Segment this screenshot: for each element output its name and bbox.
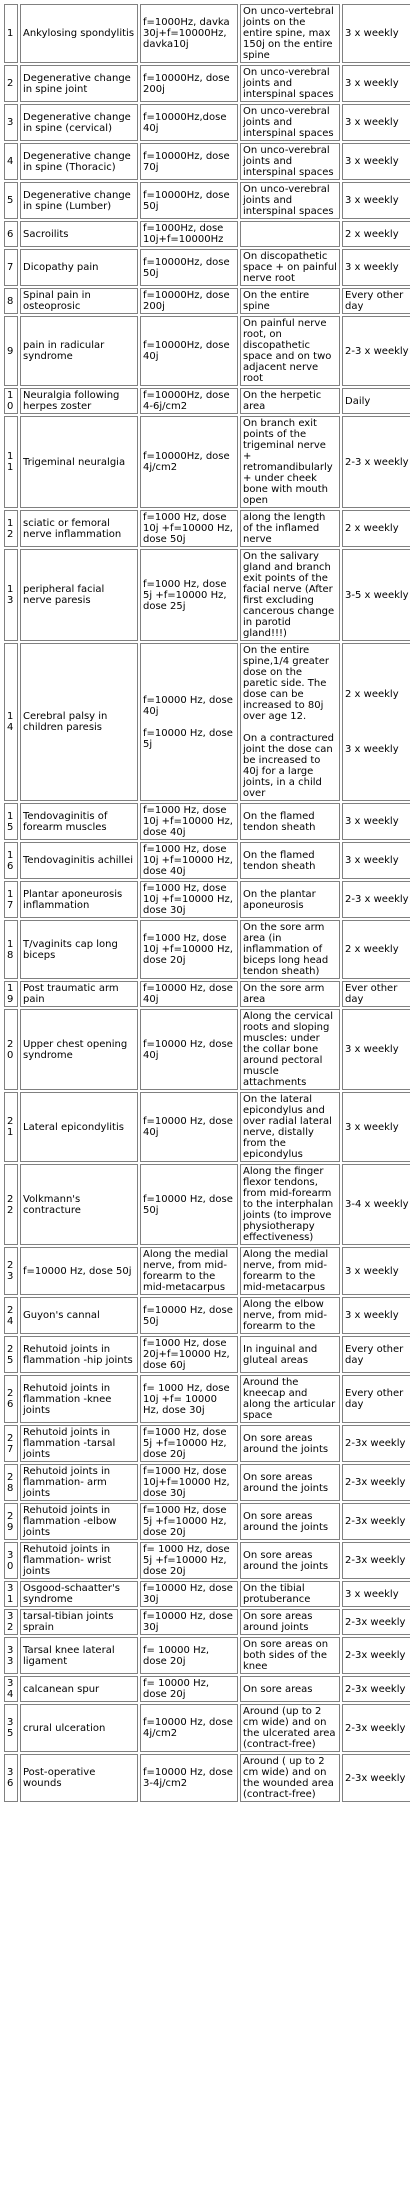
parameters-cell: f=10000 Hz, dose 40j	[140, 1009, 238, 1090]
frequency-cell: 3 x weekly	[342, 4, 410, 63]
condition-cell: Degenerative change in spine joint	[20, 65, 138, 102]
frequency-cell: Every other day	[342, 1336, 410, 1373]
frequency-cell: 3 x weekly	[342, 842, 410, 879]
row-number: 23	[4, 1247, 18, 1295]
row-number: 32	[4, 1609, 18, 1635]
frequency-cell: 3-5 x weekly	[342, 549, 410, 641]
row-number: 20	[4, 1009, 18, 1090]
row-number: 11	[4, 416, 18, 508]
row-number: 24	[4, 1297, 18, 1334]
frequency-cell: 2-3 x weekly	[342, 316, 410, 386]
frequency-cell: 2-3x weekly	[342, 1704, 410, 1752]
row-number: 30	[4, 1542, 18, 1579]
application-area-cell: On the entire spine	[240, 288, 340, 314]
row-number: 13	[4, 549, 18, 641]
frequency-cell: 2-3x weekly	[342, 1676, 410, 1702]
table-row	[4, 182, 410, 219]
frequency-cell: 2-3 x weekly	[342, 416, 410, 508]
row-number: 34	[4, 1676, 18, 1702]
table-row	[4, 510, 410, 547]
parameters-cell: f=10000Hz, dose 50j	[140, 249, 238, 286]
row-number: 8	[4, 288, 18, 314]
application-area-cell: On the tibial protuberance	[240, 1581, 340, 1607]
frequency-cell: 3 x weekly	[342, 143, 410, 180]
row-number: 29	[4, 1503, 18, 1540]
condition-cell: Neuralgia following herpes zoster	[20, 388, 138, 414]
table-row	[4, 1336, 410, 1373]
condition-cell: Rehutoid joints in flammation -elbow joints	[20, 1503, 138, 1540]
row-number: 22	[4, 1164, 18, 1245]
application-area-cell: On sore areas around the joints	[240, 1503, 340, 1540]
frequency-cell: 2-3 x weekly	[342, 881, 410, 918]
application-area-cell: Along the elbow nerve, from mid-forearm to the	[240, 1297, 340, 1334]
application-area-cell: On unco-verebral joints and interspinal spaces	[240, 104, 340, 141]
table-row	[4, 1247, 410, 1295]
frequency-cell: 3 x weekly	[342, 803, 410, 840]
row-number: 26	[4, 1375, 18, 1423]
table-row	[4, 1542, 410, 1579]
table-row	[4, 221, 410, 247]
table-row	[4, 920, 410, 979]
table-row	[4, 65, 410, 102]
table-row	[4, 803, 410, 840]
application-area-cell: along the length of the inflamed nerve	[240, 510, 340, 547]
row-number: 15	[4, 803, 18, 840]
table-row	[4, 1464, 410, 1501]
parameters-cell: f=10000 Hz, dose 30j	[140, 1581, 238, 1607]
condition-cell: Tendovaginitis of forearm muscles	[20, 803, 138, 840]
frequency-cell: 2-3x weekly	[342, 1542, 410, 1579]
condition-cell: Volkmann's contracture	[20, 1164, 138, 1245]
application-area-cell: On branch exit points of the trigeminal nerve + retromandibularly + under cheek bone with mouth open	[240, 416, 340, 508]
condition-cell: sciatic or femoral nerve inflammation	[20, 510, 138, 547]
condition-cell: Guyon's cannal	[20, 1297, 138, 1334]
treatment-table-body	[4, 4, 410, 1802]
application-area-cell: On sore areas on both sides of the knee	[240, 1637, 340, 1674]
frequency-cell: Ever other day	[342, 981, 410, 1007]
table-row	[4, 316, 410, 386]
frequency-cell: 2-3x weekly	[342, 1609, 410, 1635]
row-number: 4	[4, 143, 18, 180]
row-number: 2	[4, 65, 18, 102]
treatment-table	[2, 2, 410, 1804]
frequency-cell: 2-3x weekly	[342, 1754, 410, 1802]
application-area-cell: On the sore arm area	[240, 981, 340, 1007]
condition-cell: calcanean spur	[20, 1676, 138, 1702]
condition-cell: Degenerative change in spine (Thoracic)	[20, 143, 138, 180]
table-row	[4, 143, 410, 180]
row-number: 5	[4, 182, 18, 219]
application-area-cell: On the entire spine,1/4 greater dose on the paretic side. The dose can be increased to 80j over age 12. On a contractured joint the dose can be increased to 40j for a large joints, in a child over	[240, 643, 340, 801]
application-area-cell: On unco-vertebral joints on the entire spine, max 150j on the entire spine	[240, 4, 340, 63]
table-row	[4, 1754, 410, 1802]
frequency-cell: 3 x weekly	[342, 1092, 410, 1162]
row-number: 17	[4, 881, 18, 918]
table-row	[4, 981, 410, 1007]
table-row	[4, 549, 410, 641]
frequency-cell: 2-3x weekly	[342, 1425, 410, 1462]
application-area-cell: On discopathetic space + on painful nerve root	[240, 249, 340, 286]
parameters-cell: f=10000Hz, dose 200j	[140, 65, 238, 102]
parameters-cell: f=10000 Hz, dose 40j	[140, 1092, 238, 1162]
table-row	[4, 104, 410, 141]
table-row	[4, 1425, 410, 1462]
row-number: 36	[4, 1754, 18, 1802]
condition-cell: Cerebral palsy in children paresis	[20, 643, 138, 801]
row-number: 1	[4, 4, 18, 63]
parameters-cell: f=10000Hz, dose 4-6j/cm2	[140, 388, 238, 414]
frequency-cell: 2 x weekly	[342, 920, 410, 979]
application-area-cell: Along the cervical roots and sloping muscles: under the collar bone around pectoral muscle attachments	[240, 1009, 340, 1090]
condition-cell: Tarsal knee lateral ligament	[20, 1637, 138, 1674]
row-number: 33	[4, 1637, 18, 1674]
row-number: 12	[4, 510, 18, 547]
parameters-cell: Along the medial nerve, from mid-forearm to the mid-metacarpus	[140, 1247, 238, 1295]
parameters-cell: f=1000 Hz, dose 5j +f=10000 Hz, dose 25j	[140, 549, 238, 641]
table-row	[4, 388, 410, 414]
row-number: 16	[4, 842, 18, 879]
row-number: 25	[4, 1336, 18, 1373]
row-number: 18	[4, 920, 18, 979]
parameters-cell: f=1000 Hz, dose 10j +f=10000 Hz, dose 50j	[140, 510, 238, 547]
condition-cell: Degenerative change in spine (Lumber)	[20, 182, 138, 219]
parameters-cell: f=10000Hz, dose 50j	[140, 182, 238, 219]
frequency-cell: 3 x weekly	[342, 1581, 410, 1607]
frequency-cell: Every other day	[342, 288, 410, 314]
row-number: 14	[4, 643, 18, 801]
condition-cell: T/vaginits cap long biceps	[20, 920, 138, 979]
table-row	[4, 288, 410, 314]
condition-cell: Rehutoid joints in flammation- arm joints	[20, 1464, 138, 1501]
application-area-cell	[240, 221, 340, 247]
parameters-cell: f=10000Hz,dose 40j	[140, 104, 238, 141]
table-row	[4, 1164, 410, 1245]
row-number: 7	[4, 249, 18, 286]
application-area-cell: On unco-verebral joints and interspinal spaces	[240, 182, 340, 219]
table-row	[4, 1704, 410, 1752]
application-area-cell: On the salivary gland and branch exit points of the facial nerve (After first excluding cancerous change in parotid gland!!!)	[240, 549, 340, 641]
table-row	[4, 643, 410, 801]
condition-cell: Post-operative wounds	[20, 1754, 138, 1802]
application-area-cell: On unco-verebral joints and interspinal spaces	[240, 65, 340, 102]
application-area-cell: On the sore arm area (in inflammation of biceps long head tendon sheath)	[240, 920, 340, 979]
table-row	[4, 1676, 410, 1702]
condition-cell: peripheral facial nerve paresis	[20, 549, 138, 641]
condition-cell: Plantar aponeurosis inflammation	[20, 881, 138, 918]
table-row	[4, 1637, 410, 1674]
application-area-cell: Around the kneecap and along the articular space	[240, 1375, 340, 1423]
application-area-cell: On sore areas	[240, 1676, 340, 1702]
row-number: 21	[4, 1092, 18, 1162]
parameters-cell: f=1000Hz, davka 30j+f=10000Hz, davka10j	[140, 4, 238, 63]
frequency-cell: 2 x weekly	[342, 221, 410, 247]
row-number: 35	[4, 1704, 18, 1752]
parameters-cell: f=10000 Hz, dose 3-4j/cm2	[140, 1754, 238, 1802]
parameters-cell: f=1000 Hz, dose 20j+f=10000 Hz, dose 60j	[140, 1336, 238, 1373]
parameters-cell: f= 10000 Hz, dose 20j	[140, 1676, 238, 1702]
parameters-cell: f=10000Hz, dose 40j	[140, 316, 238, 386]
table-row	[4, 1297, 410, 1334]
application-area-cell: Around ( up to 2 cm wide) and on the wounded area (contract-free)	[240, 1754, 340, 1802]
frequency-cell: Every other day	[342, 1375, 410, 1423]
table-row	[4, 1581, 410, 1607]
frequency-cell: 3 x weekly	[342, 1297, 410, 1334]
table-row	[4, 1375, 410, 1423]
parameters-cell: f=1000 Hz, dose 10j +f=10000 Hz, dose 20j	[140, 920, 238, 979]
condition-cell: Trigeminal neuralgia	[20, 416, 138, 508]
row-number: 6	[4, 221, 18, 247]
frequency-cell: 3 x weekly	[342, 182, 410, 219]
row-number: 10	[4, 388, 18, 414]
parameters-cell: f=1000 Hz, dose 10j +f=10000 Hz, dose 40j	[140, 803, 238, 840]
application-area-cell: On the flamed tendon sheath	[240, 803, 340, 840]
frequency-cell: 3-4 x weekly	[342, 1164, 410, 1245]
parameters-cell: f=10000 Hz, dose 40j	[140, 981, 238, 1007]
parameters-cell: f=10000Hz, dose 70j	[140, 143, 238, 180]
row-number: 31	[4, 1581, 18, 1607]
application-area-cell: Around (up to 2 cm wide) and on the ulcerated area (contract-free)	[240, 1704, 340, 1752]
parameters-cell: f=10000 Hz, dose 30j	[140, 1609, 238, 1635]
condition-cell: tarsal-tibian joints sprain	[20, 1609, 138, 1635]
table-row	[4, 249, 410, 286]
parameters-cell: f=1000 Hz, dose 10j+f=10000 Hz, dose 30j	[140, 1464, 238, 1501]
condition-cell: f=10000 Hz, dose 50j	[20, 1247, 138, 1295]
condition-cell: Sacroilits	[20, 221, 138, 247]
table-row	[4, 881, 410, 918]
application-area-cell: On painful nerve root, on discopathetic space and on two adjacent nerve root	[240, 316, 340, 386]
row-number: 19	[4, 981, 18, 1007]
parameters-cell: f= 10000 Hz, dose 20j	[140, 1637, 238, 1674]
table-row	[4, 1609, 410, 1635]
table-row	[4, 4, 410, 63]
application-area-cell: On the flamed tendon sheath	[240, 842, 340, 879]
application-area-cell: On sore areas around joints	[240, 1609, 340, 1635]
parameters-cell: f=10000Hz, dose 200j	[140, 288, 238, 314]
application-area-cell: On the herpetic area	[240, 388, 340, 414]
frequency-cell: 2 x weekly	[342, 510, 410, 547]
parameters-cell: f=10000 Hz, dose 40j f=10000 Hz, dose 5j	[140, 643, 238, 801]
table-row	[4, 842, 410, 879]
condition-cell: Lateral epicondylitis	[20, 1092, 138, 1162]
condition-cell: Rehutoid joints in flammation -hip joints	[20, 1336, 138, 1373]
frequency-cell: 3 x weekly	[342, 65, 410, 102]
frequency-cell: 3 x weekly	[342, 1009, 410, 1090]
parameters-cell: f=10000 Hz, dose 4j/cm2	[140, 1704, 238, 1752]
parameters-cell: f=10000Hz, dose 4j/cm2	[140, 416, 238, 508]
table-row	[4, 416, 410, 508]
condition-cell: pain in radicular syndrome	[20, 316, 138, 386]
application-area-cell: On the plantar aponeurosis	[240, 881, 340, 918]
row-number: 3	[4, 104, 18, 141]
parameters-cell: f=1000 Hz, dose 5j +f=10000 Hz, dose 20j	[140, 1425, 238, 1462]
parameters-cell: f=10000 Hz, dose 50j	[140, 1297, 238, 1334]
condition-cell: Tendovaginitis achillei	[20, 842, 138, 879]
application-area-cell: On sore areas around the joints	[240, 1542, 340, 1579]
condition-cell: Spinal pain in osteoprosic	[20, 288, 138, 314]
frequency-cell: 2-3x weekly	[342, 1503, 410, 1540]
application-area-cell: On unco-verebral joints and interspinal spaces	[240, 143, 340, 180]
parameters-cell: f=10000 Hz, dose 50j	[140, 1164, 238, 1245]
condition-cell: Dicopathy pain	[20, 249, 138, 286]
condition-cell: Post traumatic arm pain	[20, 981, 138, 1007]
frequency-cell: 2-3x weekly	[342, 1464, 410, 1501]
application-area-cell: On sore areas around the joints	[240, 1464, 340, 1501]
parameters-cell: f=1000Hz, dose 10j+f=10000Hz	[140, 221, 238, 247]
table-row	[4, 1009, 410, 1090]
application-area-cell: Along the medial nerve, from mid-forearm to the mid-metacarpus	[240, 1247, 340, 1295]
application-area-cell: Along the finger flexor tendons, from mid-forearm to the interphalan joints (to improve physiotherapy effectiveness)	[240, 1164, 340, 1245]
condition-cell: crural ulceration	[20, 1704, 138, 1752]
frequency-cell: 2-3x weekly	[342, 1637, 410, 1674]
application-area-cell: On sore areas around the joints	[240, 1425, 340, 1462]
parameters-cell: f=1000 Hz, dose 10j +f=10000 Hz, dose 40j	[140, 842, 238, 879]
row-number: 9	[4, 316, 18, 386]
condition-cell: Degenerative change in spine (cervical)	[20, 104, 138, 141]
row-number: 28	[4, 1464, 18, 1501]
frequency-cell: Daily	[342, 388, 410, 414]
table-row	[4, 1092, 410, 1162]
table-row	[4, 1503, 410, 1540]
condition-cell: Rehutoid joints in flammation- wrist joints	[20, 1542, 138, 1579]
application-area-cell: On the lateral epicondylus and over radial lateral nerve, distally from the epicondylus	[240, 1092, 340, 1162]
frequency-cell: 2 x weekly 3 x weekly	[342, 643, 410, 801]
condition-cell: Ankylosing spondylitis	[20, 4, 138, 63]
parameters-cell: f=1000 Hz, dose 10j +f=10000 Hz, dose 30j	[140, 881, 238, 918]
condition-cell: Upper chest opening syndrome	[20, 1009, 138, 1090]
condition-cell: Rehutoid joints in flammation -tarsal joints	[20, 1425, 138, 1462]
condition-cell: Osgood-schaatter's syndrome	[20, 1581, 138, 1607]
parameters-cell: f=1000 Hz, dose 5j +f=10000 Hz, dose 20j	[140, 1503, 238, 1540]
application-area-cell: In inguinal and gluteal areas	[240, 1336, 340, 1373]
row-number: 27	[4, 1425, 18, 1462]
frequency-cell: 3 x weekly	[342, 1247, 410, 1295]
parameters-cell: f= 1000 Hz, dose 5j +f=10000 Hz, dose 20j	[140, 1542, 238, 1579]
frequency-cell: 3 x weekly	[342, 104, 410, 141]
parameters-cell: f= 1000 Hz, dose 10j +f= 10000 Hz, dose 30j	[140, 1375, 238, 1423]
frequency-cell: 3 x weekly	[342, 249, 410, 286]
condition-cell: Rehutoid joints in flammation -knee joints	[20, 1375, 138, 1423]
